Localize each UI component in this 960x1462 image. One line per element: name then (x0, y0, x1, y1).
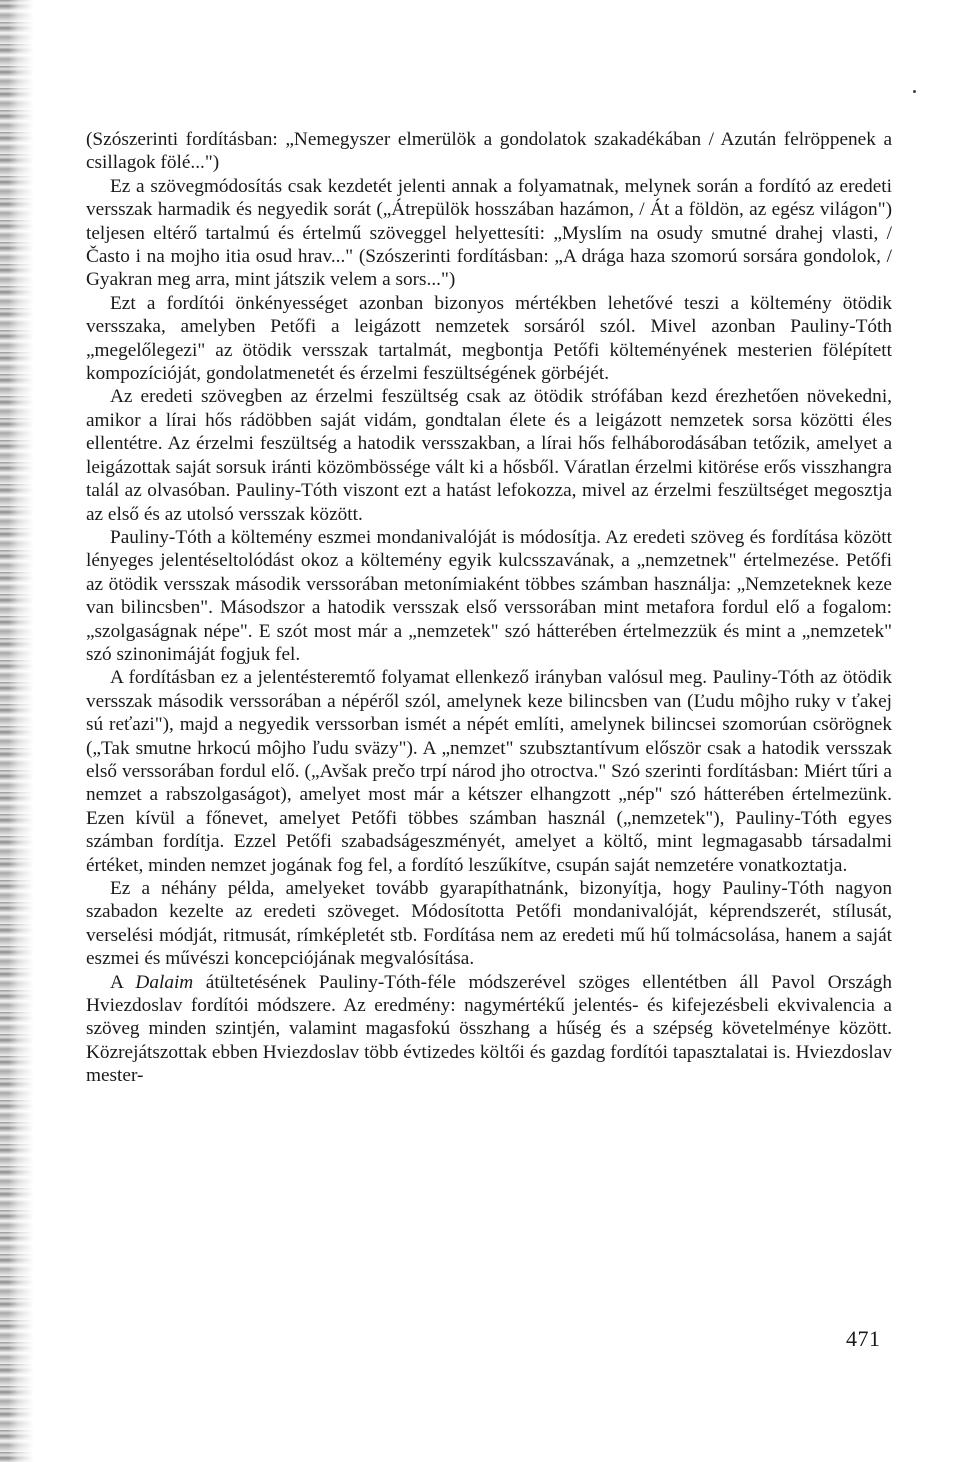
paragraph-6: A fordításban ez a jelentésteremtő folyamat ellenkező irányban valósul meg. Pauliny-Tóth az ötödik versszak második verssorában a népéről szól, amelynek keze bilincsben van (Ľudu môjho ruky v ťakej sú reťazi"), majd a negyedik verssorban ismét a népét említi, amelynek bilincsei szomorúan csörögnek („Tak smutne hrkocú môjho ľudu sväzy"). A „nemzet" szubsztantívum először csak a hatodik versszak első verssorában fordul elő. („Avšak prečo trpí národ jho otroctva." Szó szerinti fordításban: Miért tűri a nemzet a rabszolgaságot), amelyet most már a kétszer elhangzott „nép" szó hátterében értelmezünk. Ezen kívül a főnevet, amelyet Petőfi többes számban használ („nemzetek"), Pauliny-Tóth egyes számban fordítja. Ezzel Petőfi szabadságeszményét, amelyet a költő, mint legmagasabb társadalmi értéket, minden nemzet jogának fog fel, a fordító leszűkítve, csupán saját nemzetére vonatkoztatja. (86, 667, 892, 876)
paragraph-7: Ez a néhány példa, amelyeket tovább gyarapíthatnánk, bizonyítja, hogy Pauliny-Tóth nagyon szabadon kezelte az eredeti szöveget. Módosította Petőfi mondanivalóját, képrendszerét, stílusát, verselési módját, ritmusát, rímképletét stb. Fordítása nem az eredeti mű hű tolmácsolása, hanem a saját eszmei és művészi koncepciójának megvalósítása. (86, 878, 892, 970)
page-body (86, 128, 892, 1088)
paragraph-8-prefix: A (110, 971, 136, 993)
paragraph-3: Ezt a fordítói önkényességet azonban bizonyos mértékben lehetővé teszi a költemény ötödik versszaka, amelyben Petőfi a leigázott nemzetek sorsáról szól. Mivel azonban Pauliny-Tóth „megelőlegezi" az ötödik versszak tartalmát, megbontja Petőfi költeményének mesterien fölépített kompozícióját, gondolatmenetét és érzelmi feszültségének görbéjét. (86, 292, 892, 385)
page-number: 471 (846, 1326, 881, 1351)
scan-speck (913, 90, 916, 93)
scanned-binding-edge (0, 0, 34, 1462)
paragraph-5: Pauliny-Tóth a költemény eszmei mondanivalóját is módosítja. Az eredeti szöveg és fordítása között lényeges jelentéseltolódást okoz a költemény egyik kulcsszavának, a „nemzetnek" értelmezése. Petőfi az ötödik versszak második verssorában metonímiaként többes számban használja: „Nemzeteknek keze van bilincsben". Másodszor a hatodik versszak első verssorában mint metafora fordul elő a fogalom: „szolgaságnak népe". E szót most már a „nemzetek" szó hátterében értelmezzük és mint a „nemzetek" szó szinonimáját fogjuk fel. (86, 526, 892, 665)
paragraph-8 (86, 971, 892, 1088)
paragraph-8-text: átültetésének Pauliny-Tóth-féle módszerével szöges ellentétben áll Pavol Országh Hviezdoslav fordítói módszere. Az eredmény: nagymértékű jelentés- és kifejezésbeli ekvivalencia a szöveg minden szintjén, valamint magasfokú összhang a hűség és a szépség követelménye között. Közrejátszottak ebben Hviezdoslav több évtizedes költői és gazdag fordítói tapasztalatai is. Hviezdoslav mester- (86, 971, 892, 1087)
paragraph-4: Az eredeti szövegben az érzelmi feszültség csak az ötödik strófában kezd érezhetően növekedni, amikor a lírai hős rádöbben saját vidám, gondtalan élete és a leigázott nemzetek sorsa közötti éles ellentétre. Az érzelmi feszültség a hatodik versszakban, a lírai hős felháborodásában tetőzik, amelyet a leigázottak saját sorsuk iránti közömbössége vált ki a hősből. Váratlan érzelmi kitörése erős visszhangra talál az olvasóban. Pauliny-Tóth viszont ezt a hatást lefokozza, mivel az érzelmi feszültséget megosztja az első és az utolsó versszak között. (86, 386, 892, 525)
paragraph-2: Ez a szövegmódosítás csak kezdetét jelenti annak a folyamatnak, melynek során a fordító az eredeti versszak harmadik és negyedik sorát („Átrepülök hosszában hazámon, / Át a földön, az egész világon") teljesen eltérő tartalmú és értelmű szöveggel helyettesíti: „Myslím na osudy smutné drahej vlasti, / Často i na mojho itia osud hrav..." (Szószerinti fordításban: „A drága haza szomorú sorsára gondolok, / Gyakran meg arra, mint játszik velem a sors...") (86, 175, 892, 291)
book-title-dalaim: Dalaim (135, 971, 194, 993)
paragraph-1: (Szószerinti fordításban: „Nemegyszer elmerülök a gondolatok szakadékában / Azután felröppenek a csillagok fölé...") (86, 129, 892, 174)
